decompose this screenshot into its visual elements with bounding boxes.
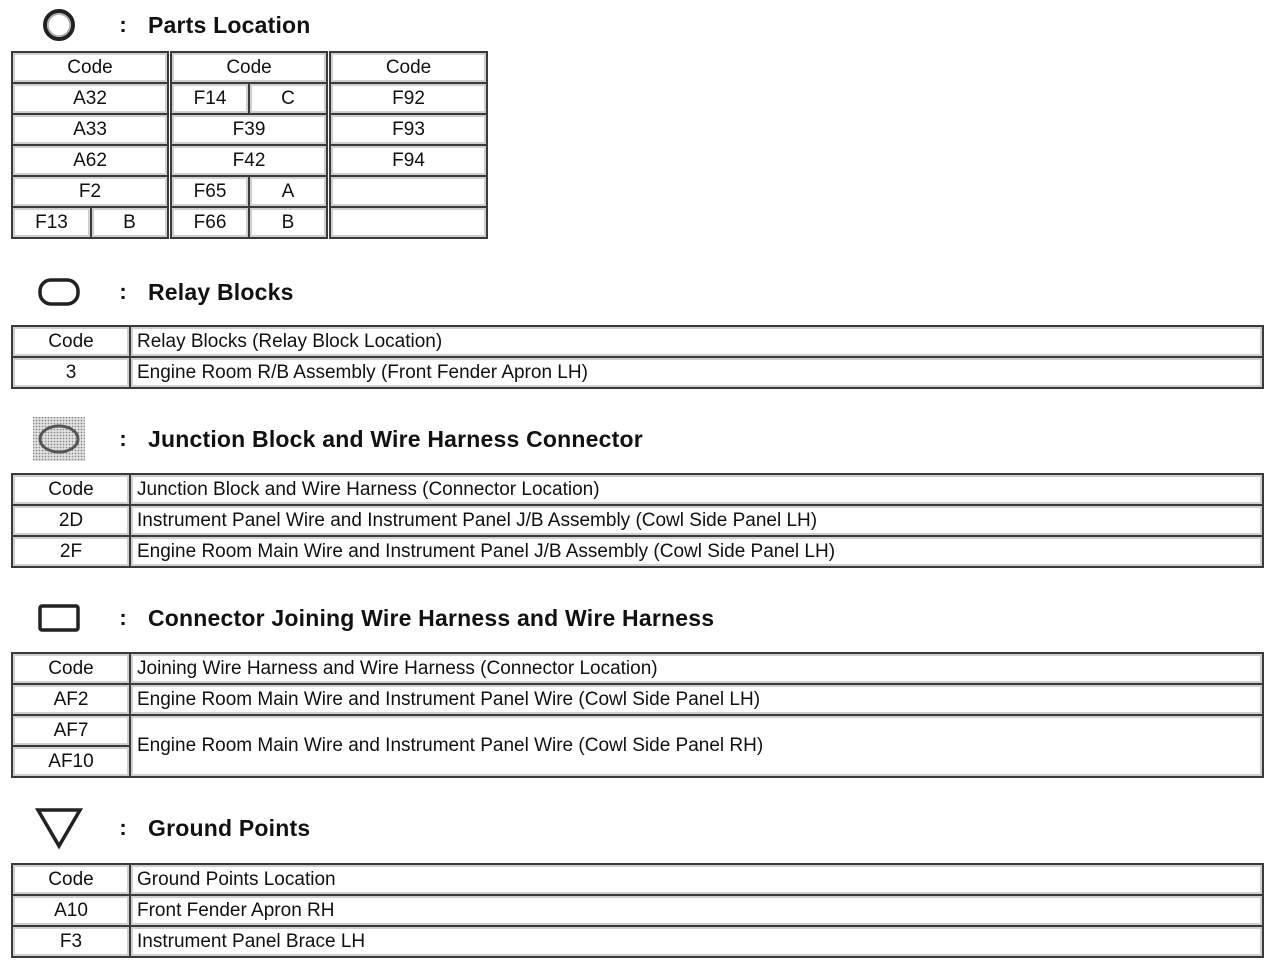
column-header: Code bbox=[12, 653, 130, 684]
code-cell: A33 bbox=[12, 114, 168, 145]
table-row bbox=[12, 52, 487, 83]
column-header: Code bbox=[12, 52, 168, 83]
table-row bbox=[12, 684, 1263, 715]
table-row bbox=[12, 326, 1263, 357]
ground-points-colon: : bbox=[119, 815, 127, 840]
description-cell: Instrument Panel Wire and Instrument Panel J/B Assembly (Cowl Side Panel LH) bbox=[130, 505, 1263, 536]
code-cell: A62 bbox=[12, 145, 168, 176]
table-row bbox=[12, 474, 1263, 505]
code-cell: F94 bbox=[330, 145, 487, 176]
parts-location-header bbox=[30, 5, 311, 45]
table-row bbox=[12, 83, 487, 114]
code-cell: F92 bbox=[330, 83, 487, 114]
parts-location-colon: : bbox=[119, 12, 127, 37]
column-header: Code bbox=[12, 474, 130, 505]
table-row bbox=[12, 926, 1263, 957]
code-cell: F3 bbox=[12, 926, 130, 957]
column-header: Code bbox=[171, 52, 327, 83]
ground-points-header bbox=[30, 808, 310, 848]
column-header: Code bbox=[330, 52, 487, 83]
description-cell: Engine Room Main Wire and Instrument Panel J/B Assembly (Cowl Side Panel LH) bbox=[130, 536, 1263, 567]
shaded-ellipse-icon bbox=[30, 419, 88, 459]
description-cell: Instrument Panel Brace LH bbox=[130, 926, 1263, 957]
code-cell bbox=[330, 207, 487, 238]
column-header: Joining Wire Harness and Wire Harness (Connector Location) bbox=[130, 653, 1263, 684]
code-cell: F65 bbox=[171, 176, 249, 207]
code-cell: AF2 bbox=[12, 684, 130, 715]
rounded-rectangle-icon bbox=[30, 272, 88, 312]
code-cell: 3 bbox=[12, 357, 130, 388]
column-header: Code bbox=[12, 864, 130, 895]
code-cell: F14 bbox=[171, 83, 249, 114]
description-cell: Engine Room Main Wire and Instrument Panel Wire (Cowl Side Panel RH) bbox=[130, 715, 1263, 777]
table-row bbox=[12, 145, 487, 176]
code-cell: F42 bbox=[171, 145, 327, 176]
connector-joining-title: Connector Joining Wire Harness and Wire Harness bbox=[148, 604, 715, 631]
code-cell: B bbox=[249, 207, 327, 238]
relay-blocks-table bbox=[11, 325, 1264, 389]
table-row bbox=[12, 895, 1263, 926]
code-cell: B bbox=[91, 207, 168, 238]
code-cell: F2 bbox=[12, 176, 168, 207]
parts-location-title: Parts Location bbox=[148, 11, 311, 38]
code-cell: C bbox=[249, 83, 327, 114]
code-cell: 2D bbox=[12, 505, 130, 536]
circle-icon bbox=[30, 5, 88, 45]
description-cell: Front Fender Apron RH bbox=[130, 895, 1263, 926]
column-header: Junction Block and Wire Harness (Connector Location) bbox=[130, 474, 1263, 505]
description-cell: Engine Room R/B Assembly (Front Fender Apron LH) bbox=[130, 357, 1263, 388]
table-row bbox=[12, 536, 1263, 567]
code-cell: A10 bbox=[12, 895, 130, 926]
code-cell: AF10 bbox=[12, 746, 130, 777]
column-header: Ground Points Location bbox=[130, 864, 1263, 895]
code-cell: F39 bbox=[171, 114, 327, 145]
rectangle-icon bbox=[30, 598, 88, 638]
ground-points-title: Ground Points bbox=[148, 814, 311, 841]
description-cell: Engine Room Main Wire and Instrument Panel Wire (Cowl Side Panel LH) bbox=[130, 684, 1263, 715]
code-cell: 2F bbox=[12, 536, 130, 567]
table-row bbox=[12, 505, 1263, 536]
table-row bbox=[12, 207, 487, 238]
connector-joining-colon: : bbox=[119, 605, 127, 630]
parts-location-table bbox=[11, 51, 488, 239]
connector-joining-header bbox=[30, 598, 714, 638]
code-cell: A32 bbox=[12, 83, 168, 114]
down-triangle-icon bbox=[30, 808, 88, 848]
column-header: Code bbox=[12, 326, 130, 357]
junction-block-table bbox=[11, 473, 1264, 568]
junction-block-title: Junction Block and Wire Harness Connector bbox=[148, 425, 643, 452]
code-cell: F66 bbox=[171, 207, 249, 238]
code-cell: F93 bbox=[330, 114, 487, 145]
code-cell bbox=[330, 176, 487, 207]
table-row bbox=[12, 864, 1263, 895]
table-row bbox=[12, 357, 1263, 388]
code-cell: F13 bbox=[12, 207, 91, 238]
relay-blocks-colon: : bbox=[119, 279, 127, 304]
relay-blocks-title: Relay Blocks bbox=[148, 278, 294, 305]
table-row bbox=[12, 653, 1263, 684]
ground-points-table bbox=[11, 863, 1264, 958]
table-row bbox=[12, 114, 487, 145]
junction-block-header bbox=[30, 419, 643, 459]
code-cell: AF7 bbox=[12, 715, 130, 746]
table-row bbox=[12, 715, 1263, 746]
code-cell: A bbox=[249, 176, 327, 207]
junction-block-colon: : bbox=[119, 426, 127, 451]
relay-blocks-header bbox=[30, 272, 294, 312]
connector-joining-table bbox=[11, 652, 1264, 778]
table-row bbox=[12, 176, 487, 207]
column-header: Relay Blocks (Relay Block Location) bbox=[130, 326, 1263, 357]
